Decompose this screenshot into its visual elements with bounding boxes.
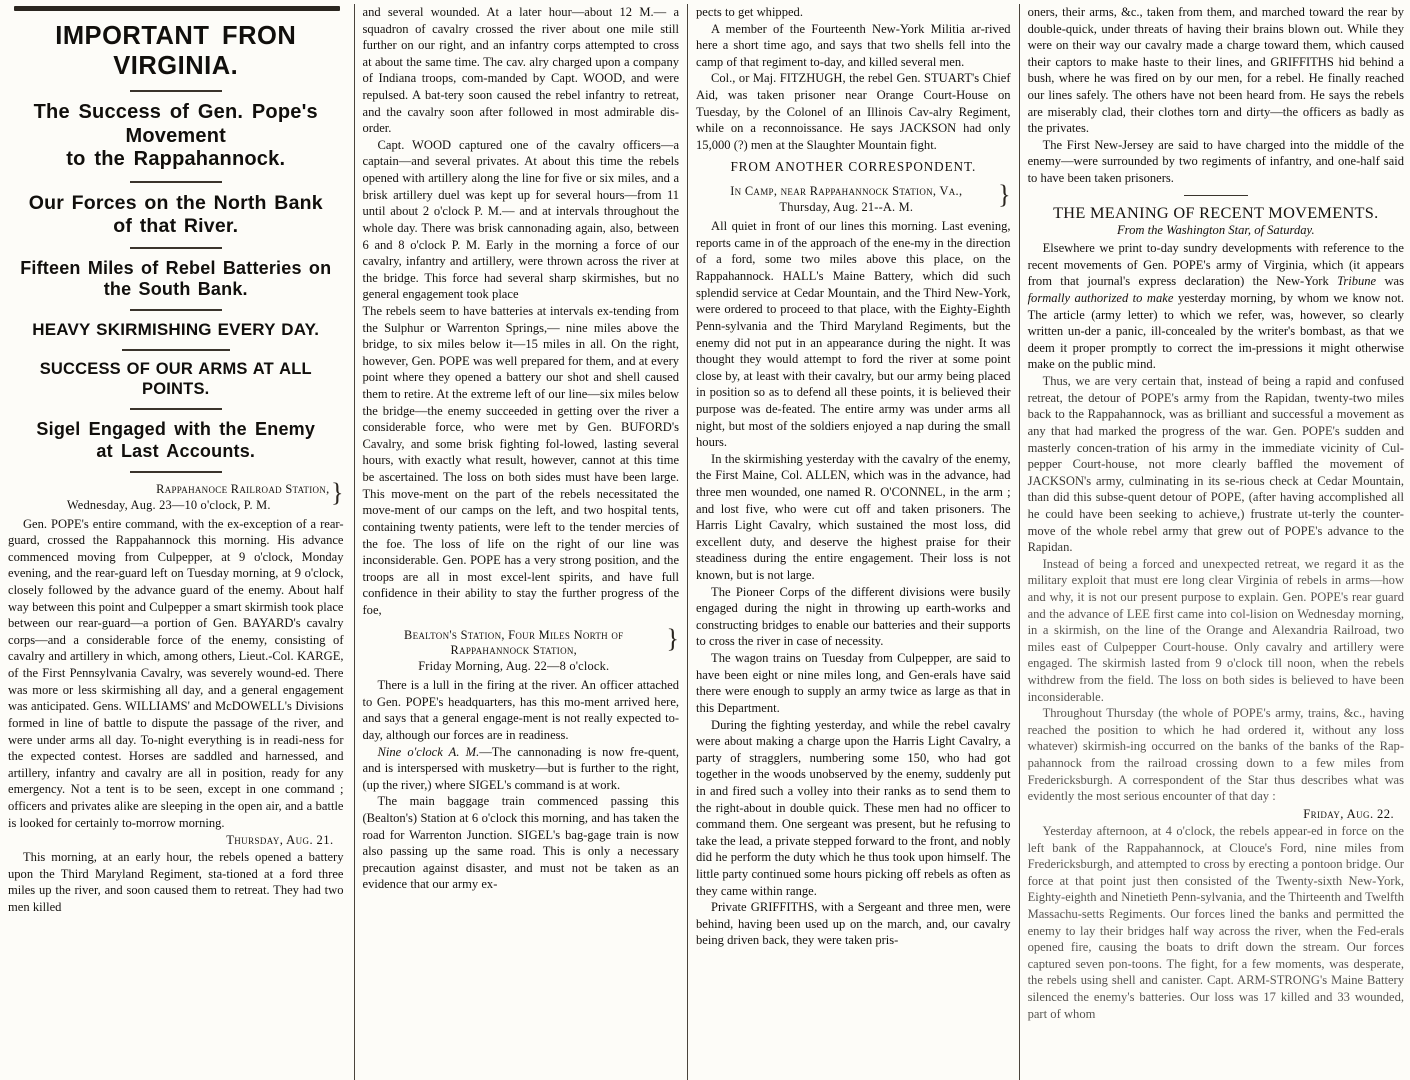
paragraph-text-a: Elsewhere we print to-day sundry developments with reference to the recent movements of Gen. POPE's army of Virginia, which (it appears from that journal's express declaration) the New-York bbox=[1027, 241, 1404, 289]
paragraph: Instead of being a forced and unexpected retreat, we regard it as the military exploit that must ere long clear Virginia of rebels in arms—how and why, it is not our present purpose to explain. Gen. POPE's rear guard and the advance of LEE first came into col-lision on Wednesday morning, in a skirmish, on the line of the Orange and Alexandria Railroad, two miles east of Culpepper Court-house. Only cavalry and artillery were engaged. The skirmish lasted from 9 o'clock till noon, when the rebels withdrew from the field. The loss on both sides is believed to have been inconsiderable. bbox=[1027, 556, 1404, 704]
headline-deck-3a: Fifteen Miles of Rebel Batteries on bbox=[20, 257, 332, 278]
paragraph-italic-a: Tribune bbox=[1337, 274, 1377, 289]
paragraph: Capt. WOOD captured one of the cavalry officers—a captain—and several privates. At about this time the rebels opened with artillery along the line for five or six miles, and a brisk artillery duel was kept up for several hours—from 11 until about 2 o'clock P. M.— and at intervals throughout the whole day. There was brisk cannonading again, also, between 6 and 8 o'clock P. M. Early in the morning a force of our cavalry, infantry and artillery, were thrown across the river at the bridge. This force had several sharp skirmishes, but no general engagement took place bbox=[362, 137, 680, 302]
paragraph: A member of the Fourteenth New-York Militia ar-rived here a short time ago, and says that two shells fell into the camp of that regiment to-day, and killed several men. bbox=[696, 21, 1011, 69]
dateline-time: Thursday, Aug. 21--A. M. bbox=[779, 200, 914, 215]
headline-deck-2a: Our Forces on the North Bank bbox=[28, 191, 323, 214]
paragraph: Thus, we are very certain that, instead of being a rapid and confused retreat, the detour of POPE's army from the Rapidan, twenty-two miles back to the Rappahannock, was as brilliant and successful a movement as any that had marked the progress of the war. Gen. POPE's sudden and masterly concen-tration of his army in the immediate vicinity of Cul-pepper Court-house, not more clearly baffled the movement of JACKSON's army, culminating in its se-rious check at Cedar Mountain, than did this subse-quent detour of POPE, (after having accomplished all he could have been seeking to achieve,) frustrate ut-terly the counter-move of the whole rebel army that grew out of POPE's advance to the Rapidan. bbox=[1027, 374, 1404, 555]
paragraph: Private GRIFFITHS, with a Sergeant and three men, were behind, having been used up on the march, and, our cavalry being driven back, they were taken pris- bbox=[696, 900, 1011, 948]
paragraph: This morning, at an early hour, the rebels opened a battery upon the Third Maryland Regiment, sta-tioned at a ford three miles up the river, and soon caused them to retreat. They had two men killed bbox=[8, 850, 344, 915]
paragraph: The main baggage train commenced passing this (Bealton's) Station at 6 o'clock this morning, and has taken the road for Warrenton Junction. SIGEL's bag-gage train is now also passing up the same road. This is only a necessary precaution against disaster, and must not be taken as an evidence that our army ex- bbox=[362, 794, 680, 892]
dateline-place: In Camp, near Rappahannock Station, Va., bbox=[730, 184, 963, 199]
paragraph: During the fighting yesterday, and while the rebel cavalry were about making a charge upon the Harris Light Cavalry, a party of stragglers, numbering some 150, who had got together in the woods unobserved by the enemy, suddenly put in and fired such a volley into their ranks as to send them to the right-about in double quick. These men had no officer to command them. One sergeant was present, but he refusing to take the lead, a private stepped forward to the front, and nobly did he perform the duty which he thus took upon himself. The little party continued some hours picking off rebels as often as they came within range. bbox=[696, 717, 1011, 898]
headline-deck-2b: of that River. bbox=[113, 214, 239, 237]
section-heading: THE MEANING OF RECENT MOVEMENTS. bbox=[1053, 203, 1379, 223]
dateline-brace: } bbox=[998, 180, 1011, 210]
inline-dateline: Thursday, Aug. 21. bbox=[226, 833, 334, 848]
dateline-col1 bbox=[8, 477, 344, 514]
paragraph: The First New-Jersey are said to have charged into the middle of the enemy—were surrounded by two regiments of infantry, and one-half said to have been taken prisoners. bbox=[1027, 137, 1404, 186]
dateline-place-line2: Rappahannock Station, bbox=[450, 643, 578, 658]
inline-dateline: Friday, Aug. 22. bbox=[1303, 806, 1394, 821]
paragraph-text-c: yesterday morning, by whom we know not. The article (army letter) to which we refer, was, however, so clearly written un-der a panic, ill-concealed by the writer's bombast, as that we deem it proper promptly to correct the im-pressions it might otherwise make on the public mind. bbox=[1027, 291, 1404, 372]
headline-deck-5: SUCCESS OF OUR ARMS AT ALL POINTS. bbox=[39, 360, 312, 398]
headline-deck-1b: to the Rappahannock. bbox=[66, 148, 286, 171]
deck-rule bbox=[130, 408, 222, 410]
dateline-brace: } bbox=[331, 477, 344, 507]
paragraph-text: —The cannonading is now fre-quent, and is interspersed with musketry—but is further to the right, (up the river,) where SIGEL's command is at work. bbox=[362, 744, 680, 792]
deck-rule bbox=[122, 349, 230, 351]
paragraph: and several wounded. At a later hour—about 12 M.— a squadron of cavalry crossed the river about one mile still further on our right, and an infantry corps attempted to cross at about the same time. The cav. alry charged upon a company of Indiana troops, com-manded by Capt. WOOD, and were repulsed. A bat-tery soon caused the rebel infantry to retreat, and the cavalry soon after followed in most admirable dis-order. bbox=[362, 5, 680, 136]
paragraph: Col., or Maj. FITZHUGH, the rebel Gen. STUART's Chief Aid, was taken prisoner near Orange Court-House on Tuesday, by the Colonel of an Illinois Cav-alry Regiment, while on a reconnoissance. He says JACKSON had only 15,000 (?) men at the Slaughter Mountain fight. bbox=[696, 71, 1011, 152]
dateline-time: Friday Morning, Aug. 22—8 o'clock. bbox=[418, 659, 610, 674]
dateline-brace: } bbox=[666, 623, 680, 653]
paragraph: All quiet in front of our lines this morning. Last evening, reports came in of the approach of the ene-my in the direction of a ford, some two miles above this place, on the Rappahannock. HALL's Maine Battery, which did such splendid service at Cedar Mountain, and the Third New-York, were ordered to proceed to that place, with the Eighty-Eighth Penn-sylvania and the Third Maryland Regiments, but the enemy did not put in an appearance during the night. It was thought they would attempt to ford the river at some point close by, at least with their cavalry, but our army being placed in position so as to defend all these points, it is believed their purpose was de-feated. The entire army was under arms all night, but most of the soldiers enjoyed a nap during the small hours. bbox=[696, 219, 1011, 450]
paragraph: The Pioneer Corps of the different divisions were busily engaged during the night in throwing up earth-works and constructing bridges to enable our batteries and their supports to cross the river in case of necessity. bbox=[696, 584, 1011, 649]
paragraph: The rebels seem to have batteries at intervals ex-tending from the Sulphur or Warrenton Springs,— nine miles above the bridge, to six miles below it—15 miles in all. On the right, however, Gen. POPE was well prepared for them, and at every point where they opened a battery our shot and shell caused them to retire. At the extreme left of our line—six miles below the bridge—the enemy succeeded in getting over the river a considerable force, who were met by Gen. BUFORD's Cavalry, and some brisk fighting fol-lowed, lasting several hours, with exactly what result, however, cannot at this time be ascertained. The loss on both sides must have been large. This move-ment on the part of the rebels necessitated the move-ment of our camps on the left, and two hospital tents, containing twenty patients, were left to the tender mercies of the foe. The loss of life on the right of our line was inconsiderable. Gen. POPE has a very strong position, and the troops are all in most excel-lent spirits, and have full confidence in their ability to stay the further progress of the foe, bbox=[362, 303, 680, 617]
paragraph: The wagon trains on Tuesday from Culpepper, are said to have been eight or nine miles long, and Gen-erals have said there were enough to supply an army twice as large as that in this Department. bbox=[696, 651, 1011, 715]
deck-rule bbox=[130, 181, 222, 183]
dateline-place-line1: Bealton's Station, Four Miles North of bbox=[404, 627, 624, 642]
headline-deck-6a: Sigel Engaged with the Enemy bbox=[36, 419, 316, 440]
paragraph: Throughout Thursday (the whole of POPE's army, trains, &c., having reached the position to which he had ordered it, without any loss whatever) skirmish-ing occurred on the banks of the banks of the Rap-pahannock from the railroad crossing down to a few miles from Fredericksburgh. A correspondent of the Star thus describes what was evidently the most serious encounter of that day : bbox=[1027, 706, 1404, 804]
headline-deck-6b: at Last Accounts. bbox=[96, 440, 256, 461]
deck-rule bbox=[130, 247, 222, 249]
section-heading: FROM ANOTHER CORRESPONDENT. bbox=[730, 159, 977, 175]
paragraph: Yesterday afternoon, at 4 o'clock, the rebels appear-ed in force on the left bank of the Rappahannock, at Clouce's Ford, nine miles from Fredericksburgh, and attempted to cross by erecting a pontoon bridge. Our force at that point just then consisted of the Twenty-sixth New-York, Eighty-eighth and Ninetieth Penn-sylvania, and the Thirteenth and Twelfth Massachu-setts Regiments. Our forces lined the banks and permitted the enemy to lay their bridges half way across the river, when the Fed-erals opened fire, causing the boats to drift down the stream. Our forces captured seven pon-toons. The fight, for a few moments, was desperate, the rebels using shell and canister. Capt. ARM-STRONG's Maine Battery silenced the enemy's batteries. Our loss was 17 killed and 33 wounded, part of whom bbox=[1027, 823, 1404, 1021]
paragraph: oners, their arms, &c., taken from them, and marched toward the rear by double-quick, under threats of having their brains blown out. While they were on their way our cavalry made a charge toward them, which caused their captors to make haste to their lines, and GRIFFITHS hid behind a bush, where he was fired on by our men, for a rebel. He finally reached our lines safely. The others have not been heard from. He says the rebels are miserably clad, their clothes torn and dirty—the officers as badly as the privates. bbox=[1027, 5, 1404, 136]
deck-rule bbox=[130, 309, 222, 311]
paragraph-italic-b: formally authorized to make bbox=[1027, 291, 1174, 306]
headline-deck-4: HEAVY SKIRMISHING EVERY DAY. bbox=[32, 320, 320, 340]
headline-primary: IMPORTANT FRON VIRGINIA. bbox=[55, 22, 297, 81]
paragraph: There is a lull in the firing at the river. An officer attached to Gen. POPE's headquarters, has this mo-ment arrived here, and says that a general engage-ment is not really expected to-day, although our forces are in readiness. bbox=[362, 678, 680, 742]
column-1 bbox=[2, 4, 354, 1080]
deck-rule bbox=[130, 471, 222, 473]
paragraph: Gen. POPE's entire command, with the ex-exception of a rear-guard, crossed the Rappahannock this morning. His advance commenced moving from Culpepper, at 9 o'clock, Monday evening, and the rear-guard left on Tuesday morning, at 9 o'clock, closely followed by the advance guard of the enemy. About half way between this point and Culpepper a smart skirmish took place between our rear-guard—a portion of Gen. BAYARD's cavalry corps—and a considerable force of the enemy, consisting of cavalry and artillery in which, among others, Lieut.-Col. KARGE, of the First Pennsylvania Cavalry, was severely wound-ed. There was more or less skirmishing all day, and a general engagement was anticipated. Gens. WILLIAMS' and McDOWELL's Divisions formed in line of battle to dispute the passage of the river, and were under arms all day. To-night everything is in readi-ness for the expected contest. Horses are saddled and harnessed, and artillery, infantry and cavalry are all in position, ready for any emergency. Not a tent is to be seen, except in one command ; officers and privates alike are sleeping in the open air, and a battle is looked for certainly to-morrow morning. bbox=[8, 516, 344, 830]
paragraph-lead-in: Nine o'clock A. M. bbox=[377, 744, 480, 759]
headline-deck-3b: the South Bank. bbox=[103, 279, 248, 300]
paragraph: pects to get whipped. bbox=[696, 5, 803, 19]
column-2 bbox=[354, 4, 688, 1080]
masthead-rule bbox=[14, 6, 340, 11]
column-4 bbox=[1019, 4, 1408, 1080]
dateline-col2 bbox=[363, 623, 680, 676]
paragraph-text-b: was bbox=[1384, 274, 1404, 289]
column-3 bbox=[687, 4, 1019, 1080]
dateline-time: Wednesday, Aug. 23—10 o'clock, P. M. bbox=[66, 497, 271, 512]
paragraph-with-lead bbox=[363, 744, 680, 794]
dateline-place: Rappahanoce Railroad Station, bbox=[156, 481, 330, 496]
paragraph-mixed bbox=[1028, 240, 1404, 373]
deck-rule bbox=[130, 90, 222, 92]
dateline-col3 bbox=[696, 180, 1011, 216]
section-credit: From the Washington Star, of Saturday. bbox=[1116, 223, 1315, 238]
headline-deck-1a: The Success of Gen. Pope's Movement bbox=[33, 101, 318, 147]
paragraph: In the skirmishing yesterday with the cavalry of the enemy, the First Maine, Col. ALLEN, which was in the advance, had three men wounded, one named R. O'CONNEL, in the arm ; and lost five, who were cut off and taken prisoners. The Harris Light Cavalry, which sustained the most loss, did excellent duty, and deserve the highest praise for their steadiness during the entire engagement. Their loss is not known, but is not large. bbox=[696, 451, 1011, 583]
section-divider-rule bbox=[1184, 195, 1248, 197]
